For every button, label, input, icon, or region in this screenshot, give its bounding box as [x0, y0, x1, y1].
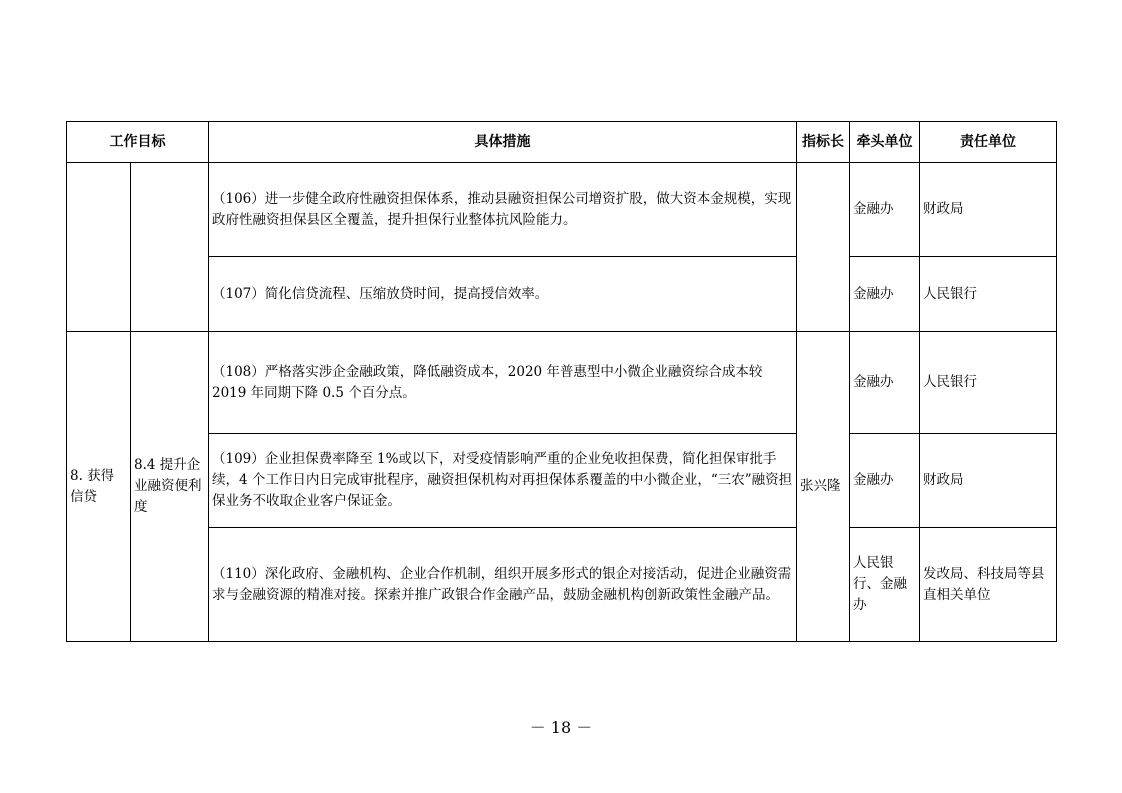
lead-unit-cell: 金融办	[850, 163, 920, 257]
header-measure: 具体措施	[209, 122, 797, 163]
indicator-lead-cell: 张兴隆	[797, 332, 850, 642]
measure-cell: （110）深化政府、金融机构、企业合作机制，组织开展多形式的银企对接活动，促进企业融资需求与金融资源的精准对接。探索并推广政银合作金融产品，鼓励金融机构创新政策性金融产品。	[209, 528, 797, 642]
responsible-unit-cell: 财政局	[920, 163, 1057, 257]
table-row	[67, 163, 1057, 257]
header-row	[67, 122, 1057, 163]
responsible-unit-cell: 人民银行	[920, 257, 1057, 332]
table-row	[67, 257, 1057, 332]
goal-cell-empty	[67, 163, 131, 332]
lead-unit-cell: 金融办	[850, 332, 920, 434]
page-number: － 18 －	[529, 718, 593, 737]
goal-cell: 8. 获得信贷	[67, 332, 131, 642]
lead-unit-cell: 金融办	[850, 257, 920, 332]
table-row	[67, 332, 1057, 434]
header-indicator-lead: 指标长	[797, 122, 850, 163]
header-responsible-unit: 责任单位	[920, 122, 1057, 163]
subgoal-cell: 8.4 提升企业融资便利度	[131, 332, 209, 642]
table-row	[67, 528, 1057, 642]
indicator-lead-cell-empty	[797, 163, 850, 332]
responsible-unit-cell: 发改局、科技局等县直相关单位	[920, 528, 1057, 642]
header-goal: 工作目标	[67, 122, 209, 163]
measure-cell: （109）企业担保费率降至 1%或以下，对受疫情影响严重的企业免收担保费，简化担保审批手续，4 个工作日内日完成审批程序，融资担保机构对再担保体系覆盖的中小微企业，“三农”融资担保业务不收取企业客户保证金。	[209, 434, 797, 528]
subgoal-cell-empty	[131, 163, 209, 332]
lead-unit-cell: 人民银行、金融办	[850, 528, 920, 642]
responsible-unit-cell: 人民银行	[920, 332, 1057, 434]
measure-cell: （108）严格落实涉企金融政策，降低融资成本，2020 年普惠型中小微企业融资综合成本较2019 年同期下降 0.5 个百分点。	[209, 332, 797, 434]
lead-unit-cell: 金融办	[850, 434, 920, 528]
measure-cell: （107）简化信贷流程、压缩放贷时间，提高授信效率。	[209, 257, 797, 332]
measure-cell: （106）进一步健全政府性融资担保体系，推动县融资担保公司增资扩股，做大资本金规模，实现政府性融资担保县区全覆盖，提升担保行业整体抗风险能力。	[209, 163, 797, 257]
table-row	[67, 434, 1057, 528]
measures-table	[66, 121, 1057, 642]
responsible-unit-cell: 财政局	[920, 434, 1057, 528]
header-lead-unit: 牵头单位	[850, 122, 920, 163]
